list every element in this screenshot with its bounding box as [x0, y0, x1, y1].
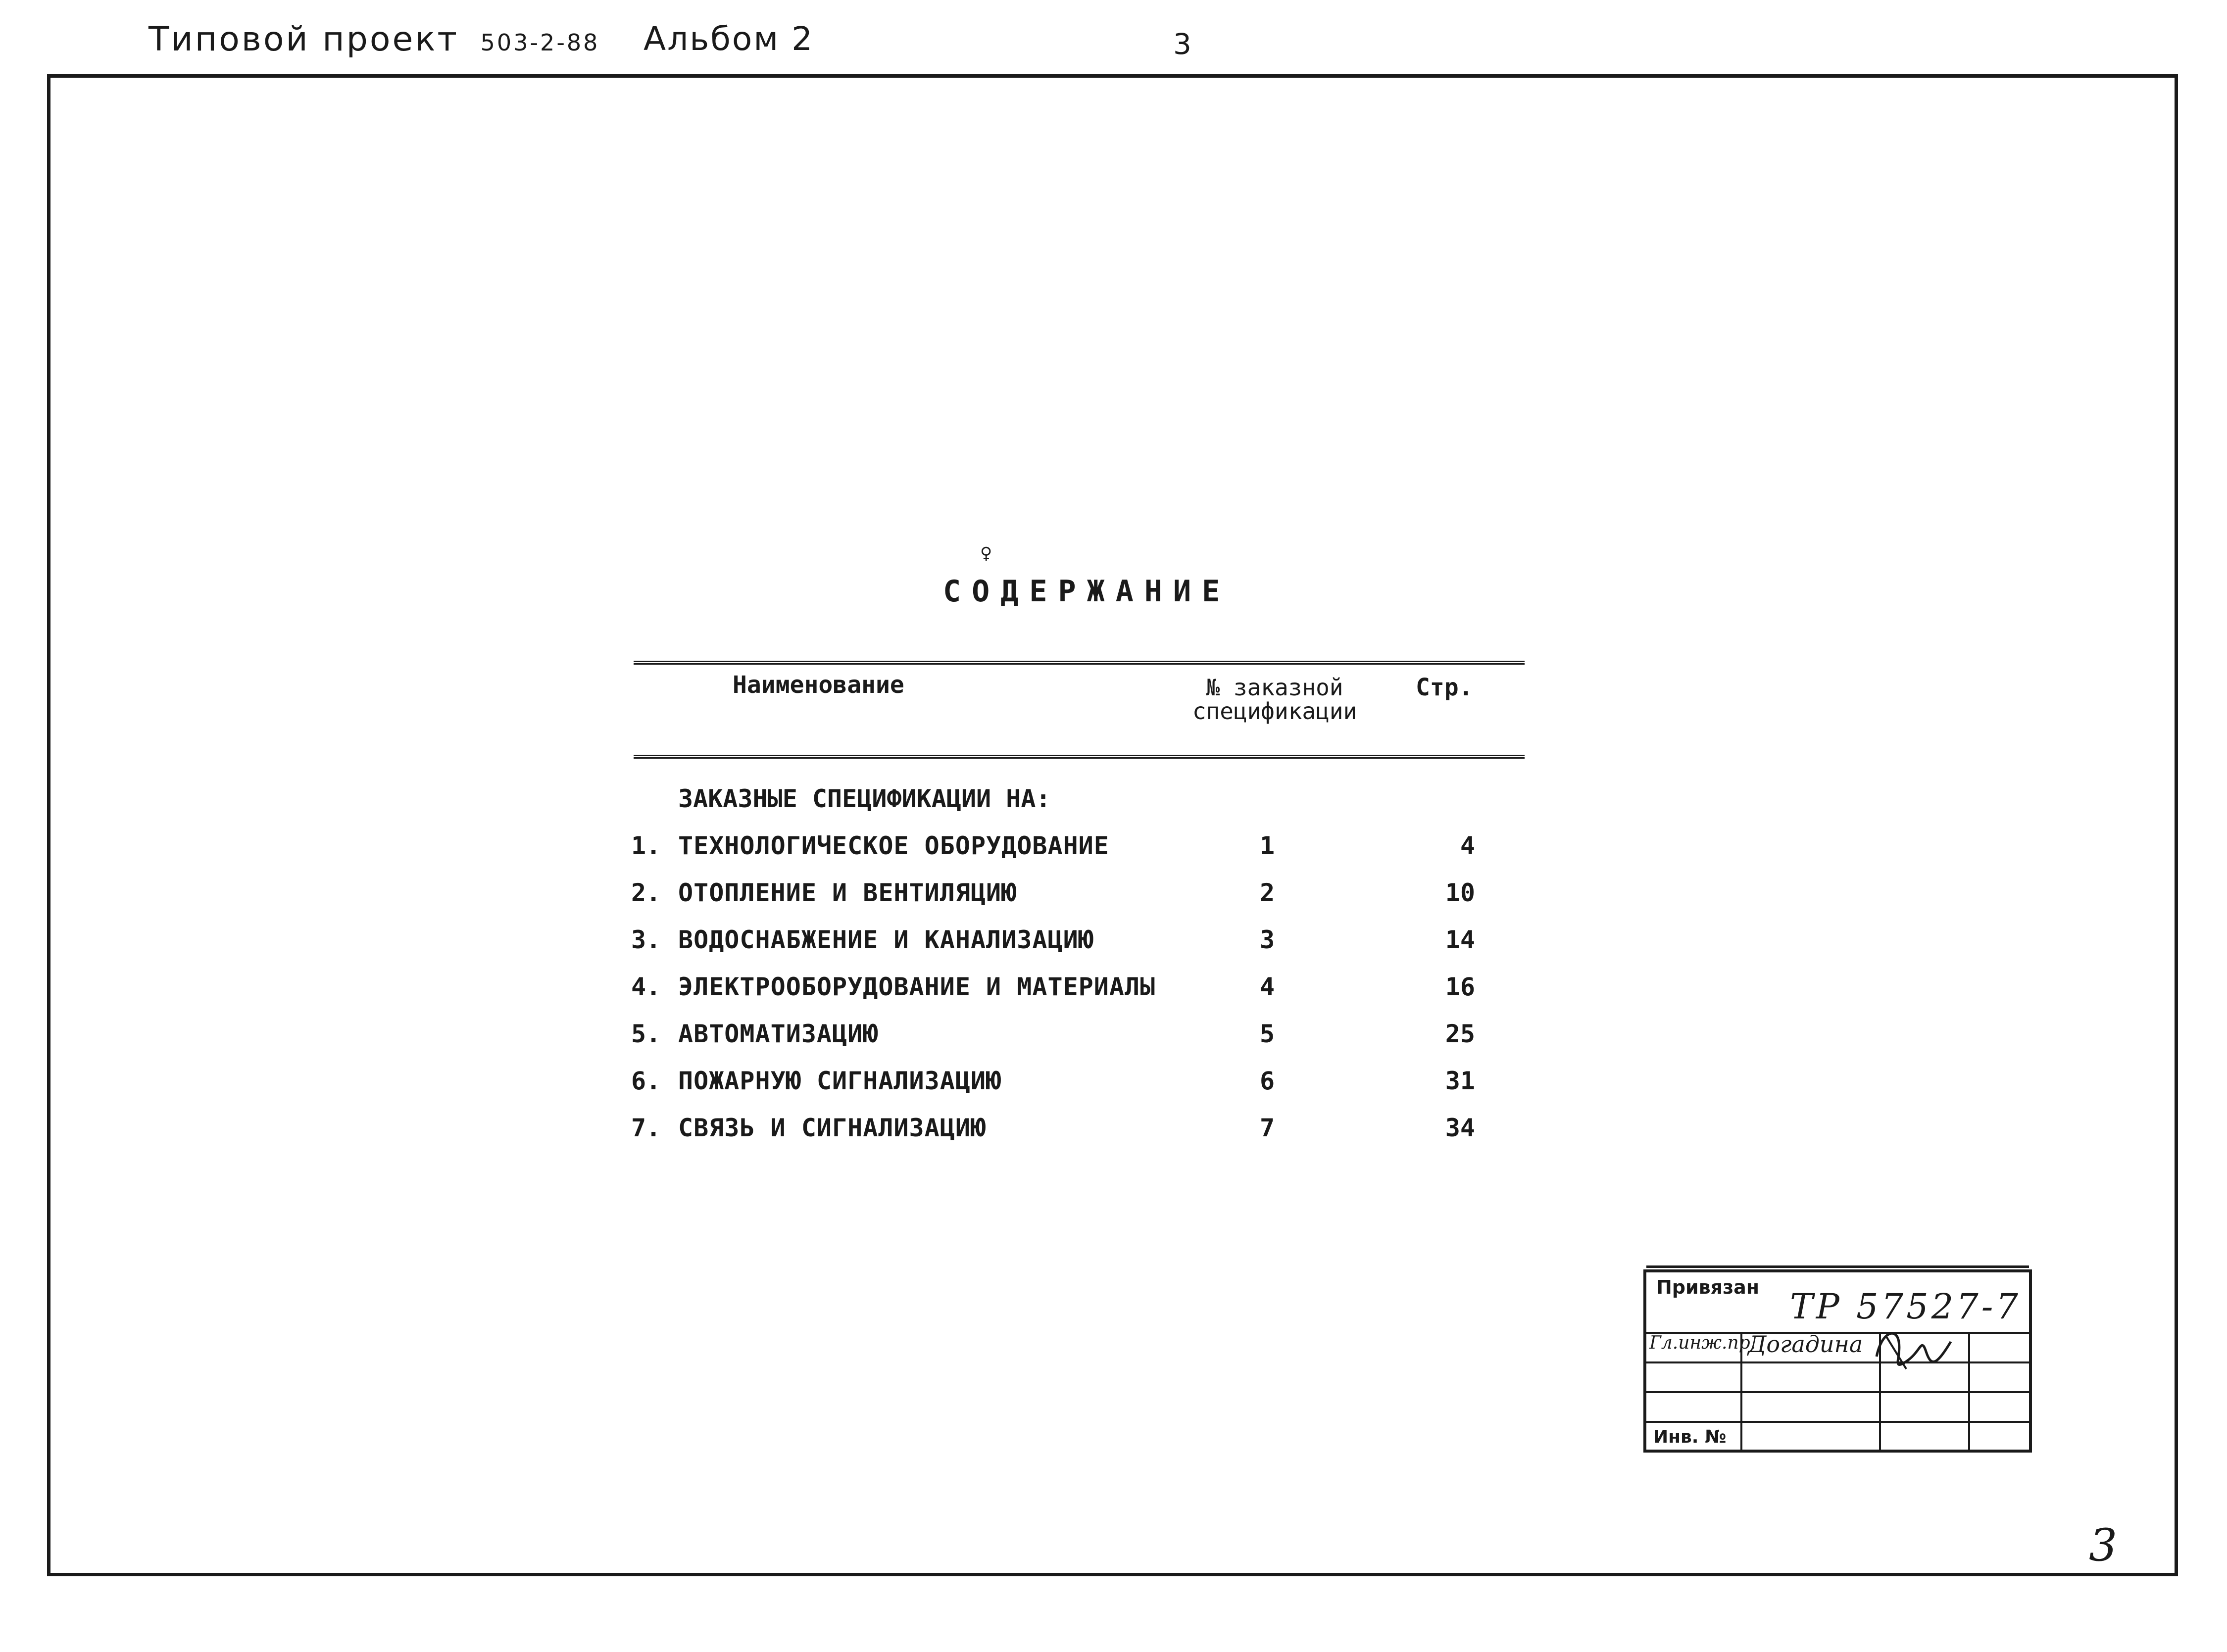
table-top-rule [634, 661, 1525, 665]
title-mark: ♀ [980, 542, 992, 565]
stamp-person: Догадина [1748, 1331, 1863, 1358]
toc-title: СОДЕРЖАНИЕ [943, 574, 1231, 609]
row-page: 4 [1460, 831, 1475, 860]
row-page: 14 [1445, 925, 1475, 954]
table-row [631, 925, 1522, 960]
row-spec: 1 [1259, 831, 1275, 860]
table-header-rule [634, 755, 1525, 759]
column-header-page: Стр. [1416, 674, 1473, 701]
table-row [631, 1067, 1522, 1101]
project-title [148, 20, 599, 59]
row-index: 6. [631, 1067, 661, 1095]
stamp-role: Гл.инж.пр. [1649, 1333, 1756, 1353]
stamp-label: Привязан [1656, 1276, 1760, 1298]
stamp-top-line [1646, 1265, 2029, 1268]
stamp-grid-line [1646, 1421, 2029, 1423]
table-row [631, 1114, 1522, 1148]
stamp-grid-line [1646, 1391, 2029, 1393]
title-block-stamp [1643, 1269, 2032, 1453]
project-label: Типовой проект [148, 20, 459, 59]
stamp-inventory: Инв. № [1653, 1427, 1727, 1447]
header-page-number: 3 [1173, 27, 1191, 61]
stamp-code: ТР 57527-7 [1790, 1286, 2021, 1327]
row-spec: 4 [1259, 972, 1275, 1001]
stamp-grid-line [1646, 1361, 2029, 1363]
row-index: 4. [631, 972, 661, 1001]
row-name: ЭЛЕКТРООБОРУДОВАНИЕ И МАТЕРИАЛЫ [678, 972, 1156, 1001]
row-page: 25 [1445, 1020, 1475, 1048]
row-index: 5. [631, 1020, 661, 1048]
row-spec: 6 [1259, 1067, 1275, 1095]
toc-intro: ЗАКАЗНЫЕ СПЕЦИФИКАЦИИ НА: [678, 784, 1051, 813]
table-row [631, 878, 1522, 913]
column-header-spec: № заказной спецификации [1192, 674, 1357, 725]
row-name: АВТОМАТИЗАЦИЮ [678, 1020, 879, 1048]
album-label: Альбом 2 [643, 20, 814, 58]
table-row [631, 972, 1522, 1007]
row-name: ВОДОСНАБЖЕНИЕ И КАНАЛИЗАЦИЮ [678, 925, 1094, 954]
row-page: 31 [1445, 1067, 1475, 1095]
row-index: 1. [631, 831, 661, 860]
row-name: ТЕХНОЛОГИЧЕСКОЕ ОБОРУДОВАНИЕ [678, 831, 1109, 860]
row-page: 16 [1445, 972, 1475, 1001]
table-row [631, 831, 1522, 866]
row-page: 34 [1445, 1114, 1475, 1142]
column-header-name: Наименование [733, 671, 904, 699]
table-row [631, 1020, 1522, 1054]
row-spec: 7 [1259, 1114, 1275, 1142]
row-index: 3. [631, 925, 661, 954]
stamp-grid-line [1968, 1332, 1970, 1450]
row-page: 10 [1445, 878, 1475, 907]
sheet-number: 3 [2089, 1519, 2118, 1571]
row-spec: 5 [1259, 1020, 1275, 1048]
row-name: ПОЖАРНУЮ СИГНАЛИЗАЦИЮ [678, 1067, 1002, 1095]
row-spec: 2 [1259, 878, 1275, 907]
row-spec: 3 [1259, 925, 1275, 954]
signature-icon [1872, 1322, 1956, 1378]
row-index: 2. [631, 878, 661, 907]
project-number: 503-2-88 [480, 29, 600, 56]
row-name: ОТОПЛЕНИЕ И ВЕНТИЛЯЦИЮ [678, 878, 1017, 907]
row-index: 7. [631, 1114, 661, 1142]
row-name: СВЯЗЬ И СИГНАЛИЗАЦИЮ [678, 1114, 987, 1142]
